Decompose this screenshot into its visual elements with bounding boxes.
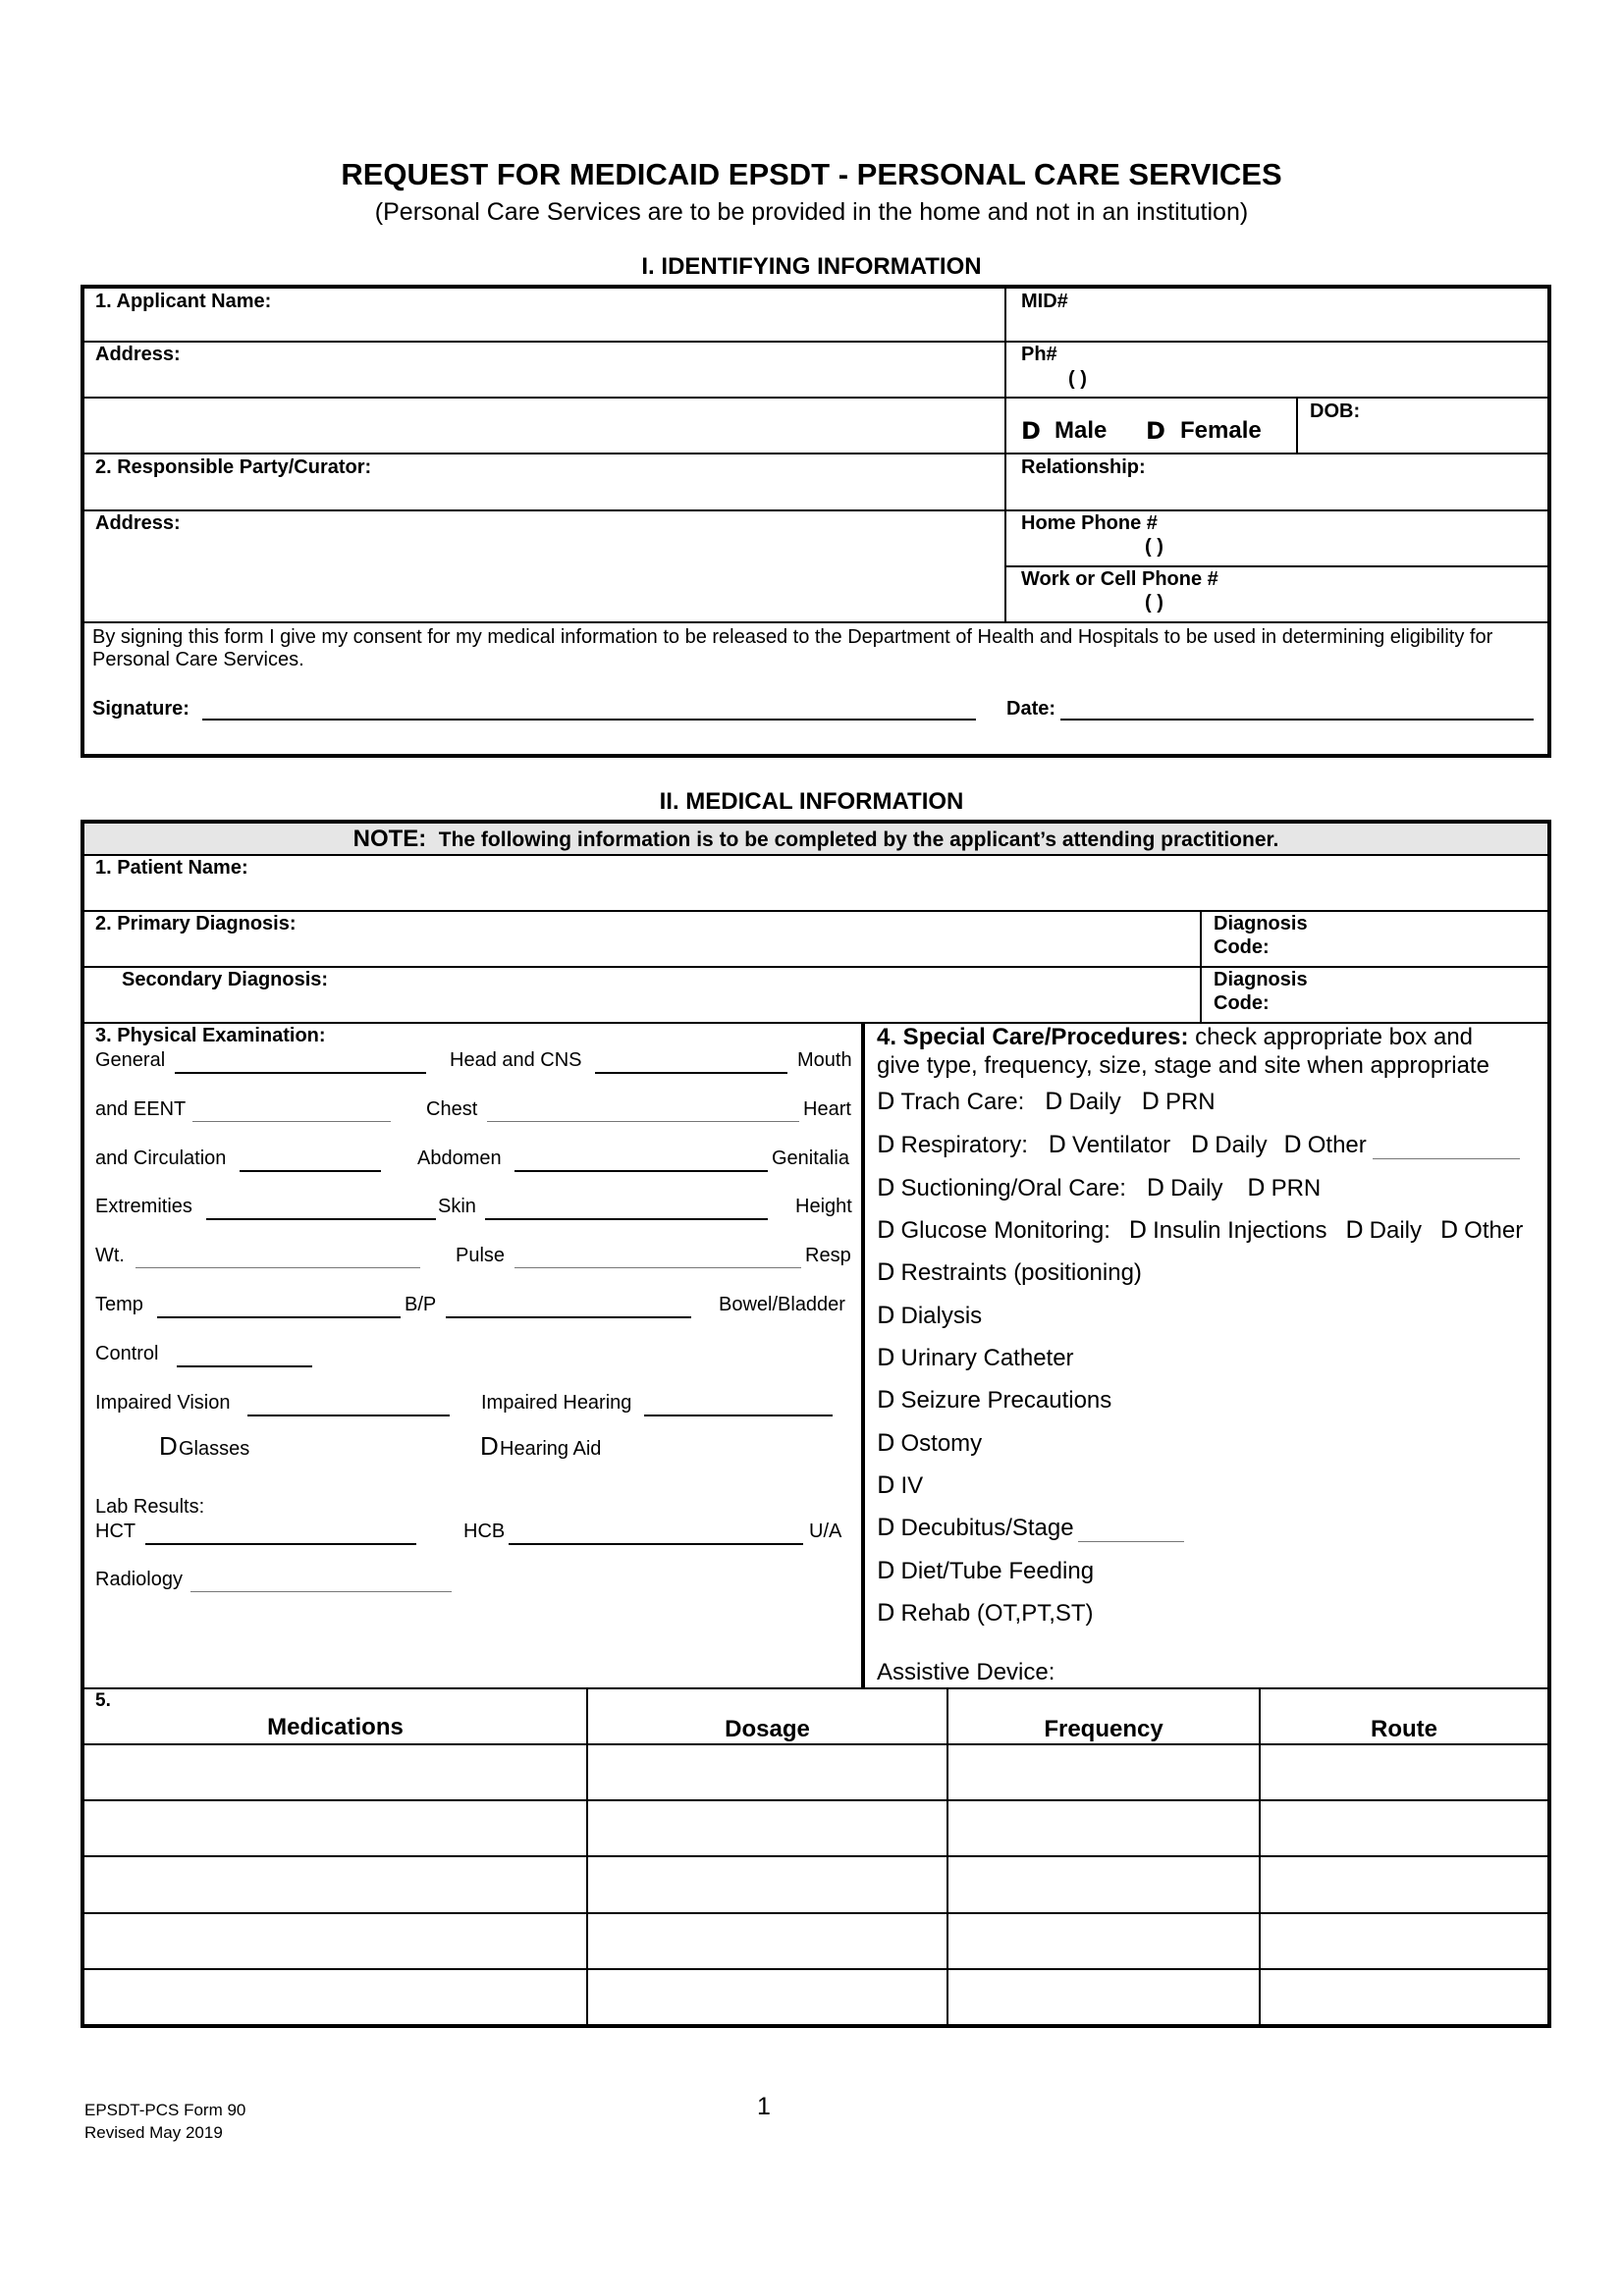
suction-prn-label: PRN: [1271, 1175, 1322, 1201]
abdomen-label: Abdomen: [417, 1148, 502, 1169]
decubitus-row: [877, 1514, 1074, 1542]
catheter-row: [877, 1344, 1074, 1372]
seizure-checkbox-icon[interactable]: D: [877, 1386, 895, 1414]
and-circulation-label: and Circulation: [95, 1148, 227, 1169]
assistive-device-label: Assistive Device:: [877, 1659, 1055, 1685]
restraints-checkbox-icon[interactable]: D: [877, 1258, 895, 1286]
primary-dx-code-label-2: Code:: [1214, 936, 1270, 958]
dosage-header: Dosage: [725, 1716, 810, 1742]
restraints-row: [877, 1258, 1142, 1287]
applicant-name-label: 1. Applicant Name:: [95, 291, 272, 312]
medication-row[interactable]: [84, 1801, 1547, 1855]
resp-daily-checkbox-icon[interactable]: D: [1190, 1131, 1210, 1158]
heart-label: Heart: [803, 1098, 851, 1120]
ostomy-row: [877, 1429, 982, 1458]
form-title: REQUEST FOR MEDICAID EPSDT - PERSONAL CARE SERVICES: [341, 157, 1282, 191]
form-number: EPSDT-PCS Form 90: [84, 2101, 246, 2119]
patient-name-label: 1. Patient Name:: [95, 857, 248, 879]
glasses-checkbox-icon[interactable]: D: [159, 1431, 178, 1461]
suction-daily-checkbox-icon[interactable]: D: [1146, 1174, 1165, 1201]
impaired-hearing-line[interactable]: [644, 1415, 833, 1416]
signature-label: Signature:: [92, 698, 189, 720]
date-line[interactable]: [1060, 719, 1534, 721]
ua-label: U/A: [809, 1521, 842, 1542]
suctioning-row: [877, 1174, 1321, 1202]
genitalia-label: Genitalia: [772, 1148, 849, 1169]
suction-daily-label: Daily: [1170, 1175, 1223, 1201]
restraints-label: Restraints (positioning): [900, 1259, 1142, 1286]
suction-prn-checkbox-icon[interactable]: D: [1247, 1174, 1266, 1201]
general-line[interactable]: [175, 1072, 426, 1074]
glucose-other-checkbox-icon[interactable]: D: [1439, 1216, 1459, 1244]
medications-section-number: 5.: [95, 1690, 111, 1711]
decubitus-checkbox-icon[interactable]: D: [877, 1514, 895, 1541]
iv-label: IV: [900, 1472, 924, 1499]
trach-daily-label: Daily: [1068, 1089, 1121, 1115]
chest-label: Chest: [426, 1098, 478, 1120]
glucose-row: [877, 1216, 1523, 1245]
home-phone-area-code: ( ): [1145, 536, 1163, 558]
rehab-checkbox-icon[interactable]: D: [877, 1599, 895, 1627]
respiratory-checkbox-icon[interactable]: D: [877, 1131, 895, 1158]
trach-care-checkbox-icon[interactable]: D: [877, 1088, 895, 1115]
male-label: Male: [1055, 417, 1108, 444]
ventilator-label: Ventilator: [1072, 1132, 1171, 1158]
and-eent-label: and EENT: [95, 1098, 187, 1120]
general-label: General: [95, 1049, 166, 1071]
female-checkbox-icon: D: [1146, 417, 1165, 445]
medication-row[interactable]: [84, 1914, 1547, 1968]
extremities-label: Extremities: [95, 1196, 192, 1217]
eent-line[interactable]: [192, 1121, 391, 1122]
identifying-info-box: [81, 285, 1551, 758]
medication-row[interactable]: [84, 1970, 1547, 2024]
relationship-label: Relationship:: [1021, 456, 1146, 478]
phone-area-code: ( ): [1068, 368, 1087, 390]
diet-checkbox-icon[interactable]: D: [877, 1557, 895, 1584]
ostomy-label: Ostomy: [900, 1430, 983, 1457]
seizure-row: [877, 1386, 1111, 1415]
phone-label: Ph#: [1021, 344, 1057, 365]
frequency-header: Frequency: [1044, 1716, 1163, 1742]
resp-other-label: Other: [1307, 1132, 1367, 1158]
note-label: NOTE:: [352, 826, 427, 852]
seizure-label: Seizure Precautions: [900, 1387, 1112, 1414]
trach-prn-label: PRN: [1164, 1089, 1216, 1115]
revision-date: Revised May 2019: [84, 2123, 223, 2142]
party-address-label: Address:: [95, 512, 181, 534]
hearing-aid-checkbox-icon[interactable]: D: [480, 1431, 499, 1461]
form-subtitle: (Personal Care Services are to be provided in the home and not in an institution): [374, 198, 1249, 226]
iv-row: [877, 1471, 923, 1500]
note-text: The following information is to be completed by the applicant’s attending practitioner.: [438, 828, 1279, 851]
catheter-label: Urinary Catheter: [900, 1345, 1074, 1371]
suctioning-checkbox-icon[interactable]: D: [877, 1174, 895, 1201]
rehab-row: [877, 1599, 1094, 1628]
page-number: 1: [757, 2093, 771, 2120]
skin-line[interactable]: [485, 1218, 768, 1220]
iv-checkbox-icon[interactable]: D: [877, 1471, 895, 1499]
signature-line[interactable]: [202, 719, 976, 721]
mid-label: MID#: [1021, 291, 1068, 312]
bp-label: B/P: [405, 1294, 437, 1315]
special-care-title: 4. Special Care/Procedures:: [877, 1024, 1189, 1050]
primary-diagnosis-label: 2. Primary Diagnosis:: [95, 913, 297, 934]
glasses-label: Glasses: [179, 1438, 250, 1460]
control-label: Control: [95, 1343, 159, 1364]
section-2-heading: II. MEDICAL INFORMATION: [659, 788, 964, 815]
glucose-daily-checkbox-icon[interactable]: D: [1345, 1216, 1364, 1244]
trach-prn-checkbox-icon[interactable]: D: [1141, 1088, 1160, 1115]
decubitus-label: Decubitus/Stage: [900, 1515, 1074, 1541]
lab-results-label: Lab Results:: [95, 1496, 205, 1518]
resp-daily-label: Daily: [1215, 1132, 1268, 1158]
height-label: Height: [795, 1196, 852, 1217]
work-phone-label: Work or Cell Phone #: [1021, 568, 1218, 590]
glucose-label: Glucose Monitoring:: [900, 1217, 1110, 1244]
control-line[interactable]: [177, 1365, 312, 1367]
trach-care-row: [877, 1088, 1216, 1116]
date-label: Date:: [1006, 698, 1056, 720]
male-checkbox-icon: D: [1021, 417, 1041, 445]
consent-statement: By signing this form I give my consent for my medical information to be released to the Department of Health and Hospitals to be used in determining eligibility for Personal Care Services.: [92, 626, 1493, 670]
temp-line[interactable]: [157, 1316, 401, 1318]
radiology-label: Radiology: [95, 1569, 183, 1590]
section-1-heading: I. IDENTIFYING INFORMATION: [641, 253, 982, 280]
insulin-label: Insulin Injections: [1153, 1217, 1327, 1244]
extremities-line[interactable]: [206, 1218, 436, 1220]
dialysis-label: Dialysis: [900, 1303, 983, 1329]
responsible-party-label: 2. Responsible Party/Curator:: [95, 456, 372, 478]
mouth-label: Mouth: [797, 1049, 852, 1071]
resp-other-line[interactable]: [1373, 1158, 1520, 1159]
insulin-checkbox-icon[interactable]: D: [1128, 1216, 1148, 1244]
decubitus-stage-line[interactable]: [1078, 1541, 1184, 1542]
bp-line[interactable]: [446, 1316, 691, 1318]
impaired-vision-label: Impaired Vision: [95, 1392, 231, 1414]
ostomy-checkbox-icon[interactable]: D: [877, 1429, 895, 1457]
weight-label: Wt.: [95, 1245, 125, 1266]
primary-dx-code-label: Diagnosis: [1214, 913, 1308, 934]
radiology-line[interactable]: [190, 1591, 452, 1592]
pulse-label: Pulse: [456, 1245, 506, 1266]
rehab-label: Rehab (OT,PT,ST): [900, 1600, 1094, 1627]
glucose-daily-label: Daily: [1369, 1217, 1423, 1244]
temp-label: Temp: [95, 1294, 143, 1315]
special-care-instructions-2: give type, frequency, size, stage and site when appropriate: [877, 1052, 1489, 1079]
diet-label: Diet/Tube Feeding: [900, 1558, 1095, 1584]
female-label: Female: [1180, 417, 1262, 444]
trach-care-label: Trach Care:: [900, 1089, 1025, 1115]
bowel-bladder-label: Bowel/Bladder: [719, 1294, 845, 1315]
pulse-line[interactable]: [514, 1267, 801, 1268]
dialysis-checkbox-icon[interactable]: D: [877, 1302, 895, 1329]
trach-daily-checkbox-icon[interactable]: D: [1044, 1088, 1063, 1115]
diet-row: [877, 1557, 1094, 1585]
hearing-aid-label: Hearing Aid: [500, 1438, 602, 1460]
catheter-checkbox-icon[interactable]: D: [877, 1344, 895, 1371]
medication-row[interactable]: [84, 1745, 1547, 1799]
respiratory-label: Respiratory:: [900, 1132, 1028, 1158]
abdomen-line[interactable]: [514, 1170, 768, 1172]
dob-label: DOB:: [1310, 400, 1361, 422]
hct-line[interactable]: [145, 1543, 416, 1545]
weight-line[interactable]: [135, 1267, 420, 1268]
practitioner-note: [84, 824, 1547, 854]
glucose-checkbox-icon[interactable]: D: [877, 1216, 895, 1244]
impaired-vision-line[interactable]: [247, 1415, 450, 1416]
resp-label: Resp: [805, 1245, 851, 1266]
secondary-dx-code-label: Diagnosis: [1214, 969, 1308, 990]
skin-label: Skin: [438, 1196, 476, 1217]
male-option[interactable]: [1021, 417, 1047, 446]
special-care-instructions-1: check appropriate box and: [1195, 1024, 1474, 1050]
impaired-hearing-label: Impaired Hearing: [481, 1392, 632, 1414]
head-cns-line[interactable]: [595, 1072, 787, 1074]
hct-label: HCT: [95, 1521, 136, 1542]
physical-exam-title: 3. Physical Examination:: [95, 1025, 326, 1046]
ventilator-checkbox-icon[interactable]: D: [1048, 1131, 1067, 1158]
secondary-dx-code-label-2: Code:: [1214, 992, 1270, 1014]
circulation-line[interactable]: [240, 1170, 381, 1172]
hcb-label: HCB: [463, 1521, 506, 1542]
applicant-address-label: Address:: [95, 344, 181, 365]
glucose-other-label: Other: [1464, 1217, 1524, 1244]
dialysis-row: [877, 1302, 982, 1330]
suctioning-label: Suctioning/Oral Care:: [900, 1175, 1126, 1201]
medication-row[interactable]: [84, 1857, 1547, 1912]
chest-line[interactable]: [487, 1121, 799, 1122]
work-phone-area-code: ( ): [1145, 592, 1163, 614]
female-option[interactable]: [1146, 417, 1171, 446]
route-header: Route: [1371, 1716, 1437, 1742]
secondary-diagnosis-label: Secondary Diagnosis:: [122, 969, 329, 990]
head-cns-label: Head and CNS: [450, 1049, 582, 1071]
resp-other-checkbox-icon[interactable]: D: [1283, 1131, 1302, 1158]
home-phone-label: Home Phone #: [1021, 512, 1158, 534]
respiratory-row: [877, 1131, 1367, 1159]
hcb-line[interactable]: [509, 1543, 803, 1545]
medications-header: Medications: [267, 1714, 404, 1740]
